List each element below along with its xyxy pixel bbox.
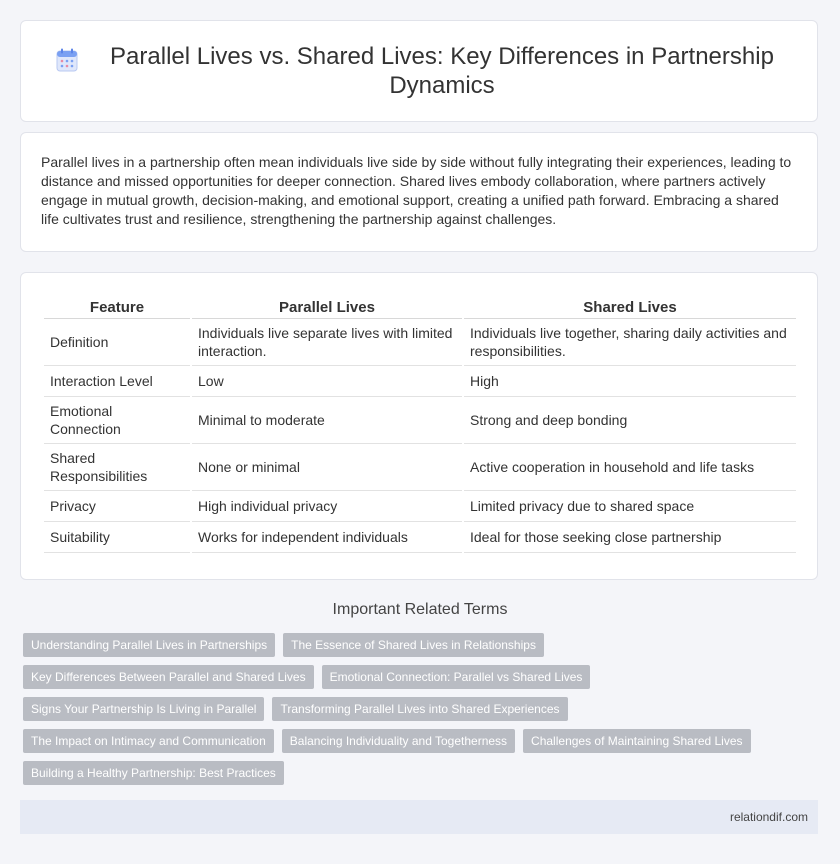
- tag-row: [23, 665, 803, 689]
- comparison-card: [20, 272, 818, 580]
- table-cell: Ideal for those seeking close partnership: [464, 522, 796, 553]
- table-cell: Interaction Level: [44, 366, 190, 397]
- related-term-tag[interactable]: Building a Healthy Partnership: Best Practices: [23, 761, 284, 785]
- table-row: [44, 522, 796, 553]
- table-cell: Privacy: [44, 491, 190, 522]
- header-shared-lives: Shared Lives: [464, 295, 796, 319]
- table-row: [44, 444, 796, 491]
- comparison-table: [42, 295, 798, 553]
- table-cell: High: [464, 366, 796, 397]
- tag-row: [23, 633, 803, 657]
- tag-row: [23, 697, 803, 721]
- intro-text: Parallel lives in a partnership often mean individuals live side by side without fully integrating their experiences, leading to distance and missed opportunities for deeper connection. Shared lives embody collaboration, where partners actively engage in mutual growth, decision-making, and emotional support, creating a unified path forward. Embracing a shared life cultivates trust and resilience, strengthening the partnership against challenges.: [41, 154, 792, 227]
- table-row: [44, 366, 796, 397]
- table-cell: Low: [192, 366, 462, 397]
- related-term-tag[interactable]: Key Differences Between Parallel and Shared Lives: [23, 665, 314, 689]
- tag-row: [23, 729, 803, 753]
- related-term-tag[interactable]: Understanding Parallel Lives in Partnerships: [23, 633, 275, 657]
- page-title: Parallel Lives vs. Shared Lives: Key Differences in Partnership Dynamics: [110, 43, 774, 99]
- related-term-tag[interactable]: The Impact on Intimacy and Communication: [23, 729, 274, 753]
- table-cell: High individual privacy: [192, 491, 462, 522]
- tag-row: [23, 761, 803, 785]
- header-card: [20, 20, 818, 122]
- table-cell: Definition: [44, 319, 190, 366]
- table-cell: None or minimal: [192, 444, 462, 491]
- table-row: [44, 397, 796, 444]
- table-cell: Emotional Connection: [44, 397, 190, 444]
- title-wrap: [49, 42, 789, 100]
- table-cell: Suitability: [44, 522, 190, 553]
- related-term-tag[interactable]: Signs Your Partnership Is Living in Parallel: [23, 697, 264, 721]
- footer-site-link[interactable]: relationdif.com: [729, 810, 808, 824]
- table-cell: Works for independent individuals: [192, 522, 462, 553]
- header-parallel-lives: Parallel Lives: [192, 295, 462, 319]
- table-cell: Individuals live separate lives with limited interaction.: [192, 319, 462, 366]
- table-cell: Shared Responsibilities: [44, 444, 190, 491]
- related-term-tag[interactable]: Balancing Individuality and Togetherness: [282, 729, 515, 753]
- table-row: [44, 491, 796, 522]
- related-terms-title: Important Related Terms: [332, 601, 508, 618]
- table-header-row: [44, 295, 796, 319]
- footer: [20, 800, 818, 834]
- related-term-tag[interactable]: Challenges of Maintaining Shared Lives: [523, 729, 750, 753]
- calendar-icon: [56, 48, 78, 72]
- table-cell: Limited privacy due to shared space: [464, 491, 796, 522]
- table-cell: Minimal to moderate: [192, 397, 462, 444]
- table-cell: Strong and deep bonding: [464, 397, 796, 444]
- header-feature: Feature: [44, 295, 190, 319]
- related-term-tag[interactable]: Emotional Connection: Parallel vs Shared Lives: [322, 665, 591, 689]
- table-cell: Individuals live together, sharing daily activities and responsibilities.: [464, 319, 796, 366]
- table-cell: Active cooperation in household and life tasks: [464, 444, 796, 491]
- related-term-tag[interactable]: The Essence of Shared Lives in Relationships: [283, 633, 544, 657]
- intro-card: [20, 132, 818, 252]
- related-term-tag[interactable]: Transforming Parallel Lives into Shared Experiences: [272, 697, 567, 721]
- table-row: [44, 319, 796, 366]
- related-terms-list: [23, 633, 803, 793]
